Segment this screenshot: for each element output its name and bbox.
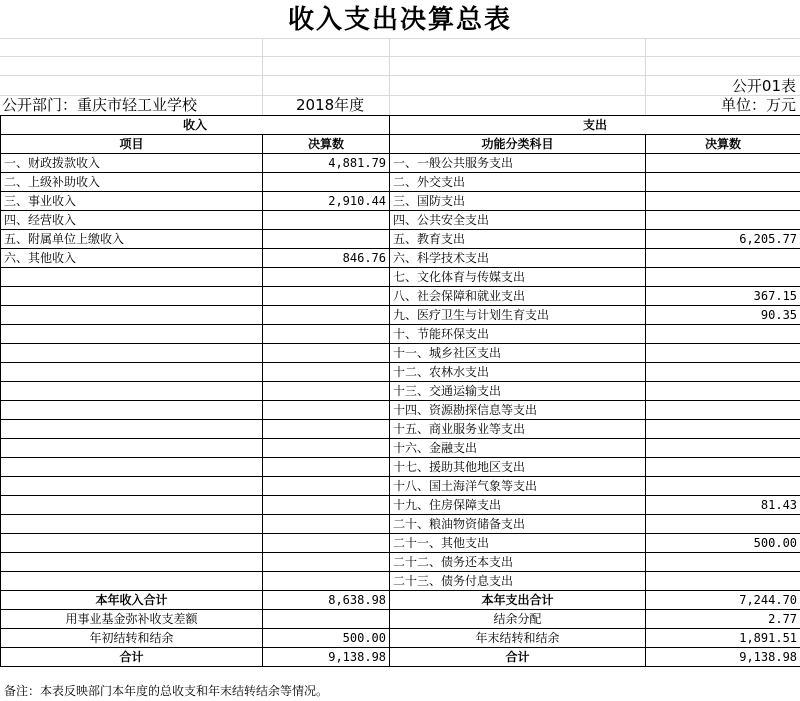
income-item	[1, 439, 263, 458]
table-row	[1, 230, 800, 249]
expense-amount: 367.15	[646, 287, 800, 306]
income-amount	[263, 420, 390, 439]
expense-amount	[646, 173, 800, 192]
table-row	[1, 344, 800, 363]
income-item	[1, 363, 263, 382]
income-item	[1, 344, 263, 363]
unit-label: 单位：万元	[720, 96, 796, 114]
income-amount: 846.76	[263, 249, 390, 268]
expense-item: 十八、国土海洋气象等支出	[390, 477, 646, 496]
income-amount	[263, 363, 390, 382]
expense-amount	[646, 420, 800, 439]
income-amount	[263, 325, 390, 344]
summary-left-amount: 9,138.98	[263, 648, 390, 667]
income-item	[1, 382, 263, 401]
col-header-amount: 决算数	[263, 135, 390, 154]
income-item	[1, 458, 263, 477]
expense-item: 八、社会保障和就业支出	[390, 287, 646, 306]
expense-amount	[646, 344, 800, 363]
summary-left-label: 合计	[1, 648, 263, 667]
income-item	[1, 268, 263, 287]
income-amount	[263, 268, 390, 287]
expense-amount	[646, 268, 800, 287]
income-item	[1, 306, 263, 325]
income-section-header: 收入	[1, 116, 390, 135]
summary-left-amount: 500.00	[263, 629, 390, 648]
expense-amount	[646, 401, 800, 420]
summary-right-label: 合计	[390, 648, 646, 667]
income-amount	[263, 211, 390, 230]
summary-right-label: 结余分配	[390, 610, 646, 629]
income-item	[1, 496, 263, 515]
department-label: 公开部门：重庆市轻工业学校	[2, 96, 198, 114]
grid-line	[0, 56, 800, 57]
table-row	[1, 401, 800, 420]
income-item	[1, 287, 263, 306]
expense-amount: 6,205.77	[646, 230, 800, 249]
grid-line	[645, 38, 646, 115]
expense-item: 十六、金融支出	[390, 439, 646, 458]
col-header-func: 功能分类科目	[390, 135, 646, 154]
expense-section-header: 支出	[390, 116, 800, 135]
table-row	[1, 249, 800, 268]
income-item: 二、上级补助收入	[1, 173, 263, 192]
expense-item: 四、公共安全支出	[390, 211, 646, 230]
expense-amount: 500.00	[646, 534, 800, 553]
table-row	[1, 515, 800, 534]
table-row	[1, 382, 800, 401]
expense-amount	[646, 553, 800, 572]
expense-item: 三、国防支出	[390, 192, 646, 211]
summary-right-label: 本年支出合计	[390, 591, 646, 610]
summary-right-amount: 7,244.70	[646, 591, 800, 610]
summary-row	[1, 629, 800, 648]
summary-left-label: 用事业基金弥补收支差额	[1, 610, 263, 629]
income-item	[1, 420, 263, 439]
income-amount	[263, 439, 390, 458]
income-amount	[263, 534, 390, 553]
summary-right-label: 年末结转和结余	[390, 629, 646, 648]
table-row	[1, 154, 800, 173]
summary-left-label: 年初结转和结余	[1, 629, 263, 648]
expense-amount	[646, 458, 800, 477]
grid-line	[0, 75, 800, 76]
table-row	[1, 192, 800, 211]
column-header-row	[1, 135, 800, 154]
table-row	[1, 458, 800, 477]
table-row	[1, 496, 800, 515]
expense-item: 二十二、债务还本支出	[390, 553, 646, 572]
expense-amount	[646, 477, 800, 496]
expense-amount: 81.43	[646, 496, 800, 515]
income-amount	[263, 230, 390, 249]
expense-item: 七、文化体育与传媒支出	[390, 268, 646, 287]
page-title: 收入支出决算总表	[287, 5, 512, 35]
expense-item: 十二、农林水支出	[390, 363, 646, 382]
expense-item: 二、外交支出	[390, 173, 646, 192]
summary-row	[1, 610, 800, 629]
table-row	[1, 572, 800, 591]
summary-row	[1, 648, 800, 667]
col-header-item: 项目	[1, 135, 263, 154]
section-header-row	[1, 116, 800, 135]
expense-item: 六、科学技术支出	[390, 249, 646, 268]
expense-item: 二十、粮油物资储备支出	[390, 515, 646, 534]
expense-item: 五、教育支出	[390, 230, 646, 249]
income-amount	[263, 496, 390, 515]
income-item	[1, 401, 263, 420]
expense-item: 十五、商业服务业等支出	[390, 420, 646, 439]
expense-item: 二十三、债务付息支出	[390, 572, 646, 591]
summary-left-label: 本年收入合计	[1, 591, 263, 610]
table-row	[1, 439, 800, 458]
income-amount	[263, 477, 390, 496]
expense-item: 十三、交通运输支出	[390, 382, 646, 401]
table-row	[1, 477, 800, 496]
income-amount	[263, 287, 390, 306]
table-row	[1, 420, 800, 439]
table-row	[1, 211, 800, 230]
expense-amount	[646, 515, 800, 534]
expense-item: 一、一般公共服务支出	[390, 154, 646, 173]
expense-item: 十九、住房保障支出	[390, 496, 646, 515]
income-item: 五、附属单位上缴收入	[1, 230, 263, 249]
expense-item: 九、医疗卫生与计划生育支出	[390, 306, 646, 325]
table-row	[1, 553, 800, 572]
income-amount	[263, 306, 390, 325]
fiscal-year: 2018年度	[296, 96, 365, 114]
table-row	[1, 325, 800, 344]
income-item	[1, 515, 263, 534]
expense-amount	[646, 154, 800, 173]
income-item	[1, 572, 263, 591]
expense-amount	[646, 439, 800, 458]
expense-amount	[646, 192, 800, 211]
table-row	[1, 306, 800, 325]
summary-row	[1, 591, 800, 610]
grid-line	[262, 38, 263, 115]
summary-right-amount: 9,138.98	[646, 648, 800, 667]
income-item: 一、财政拨款收入	[1, 154, 263, 173]
form-code: 公开01表	[731, 77, 796, 95]
expense-amount	[646, 363, 800, 382]
income-item: 四、经营收入	[1, 211, 263, 230]
expense-amount	[646, 249, 800, 268]
table-row	[1, 268, 800, 287]
income-amount	[263, 553, 390, 572]
grid-line	[389, 38, 390, 115]
income-item: 六、其他收入	[1, 249, 263, 268]
income-item	[1, 477, 263, 496]
income-item	[1, 534, 263, 553]
summary-left-amount	[263, 610, 390, 629]
income-amount: 4,881.79	[263, 154, 390, 173]
expense-item: 十四、资源勘探信息等支出	[390, 401, 646, 420]
income-amount	[263, 173, 390, 192]
col-header-amount2: 决算数	[646, 135, 800, 154]
expense-amount	[646, 382, 800, 401]
table-row	[1, 173, 800, 192]
income-item	[1, 325, 263, 344]
table-row	[1, 534, 800, 553]
expense-item: 十七、援助其他地区支出	[390, 458, 646, 477]
income-amount	[263, 401, 390, 420]
summary-left-amount: 8,638.98	[263, 591, 390, 610]
expense-amount: 90.35	[646, 306, 800, 325]
expense-amount	[646, 572, 800, 591]
table-row	[1, 363, 800, 382]
table-row	[1, 287, 800, 306]
income-amount	[263, 344, 390, 363]
footnote: 备注：本表反映部门本年度的总收支和年末结转结余等情况。	[4, 684, 329, 698]
income-amount	[263, 458, 390, 477]
income-amount	[263, 382, 390, 401]
expense-item: 十、节能环保支出	[390, 325, 646, 344]
income-amount	[263, 572, 390, 591]
income-item: 三、事业收入	[1, 192, 263, 211]
summary-right-amount: 1,891.51	[646, 629, 800, 648]
grid-line	[0, 38, 800, 39]
budget-table	[0, 115, 800, 667]
summary-right-amount: 2.77	[646, 610, 800, 629]
income-item	[1, 553, 263, 572]
expense-amount	[646, 211, 800, 230]
expense-item: 二十一、其他支出	[390, 534, 646, 553]
expense-item: 十一、城乡社区支出	[390, 344, 646, 363]
expense-amount	[646, 325, 800, 344]
income-amount	[263, 515, 390, 534]
income-amount: 2,910.44	[263, 192, 390, 211]
